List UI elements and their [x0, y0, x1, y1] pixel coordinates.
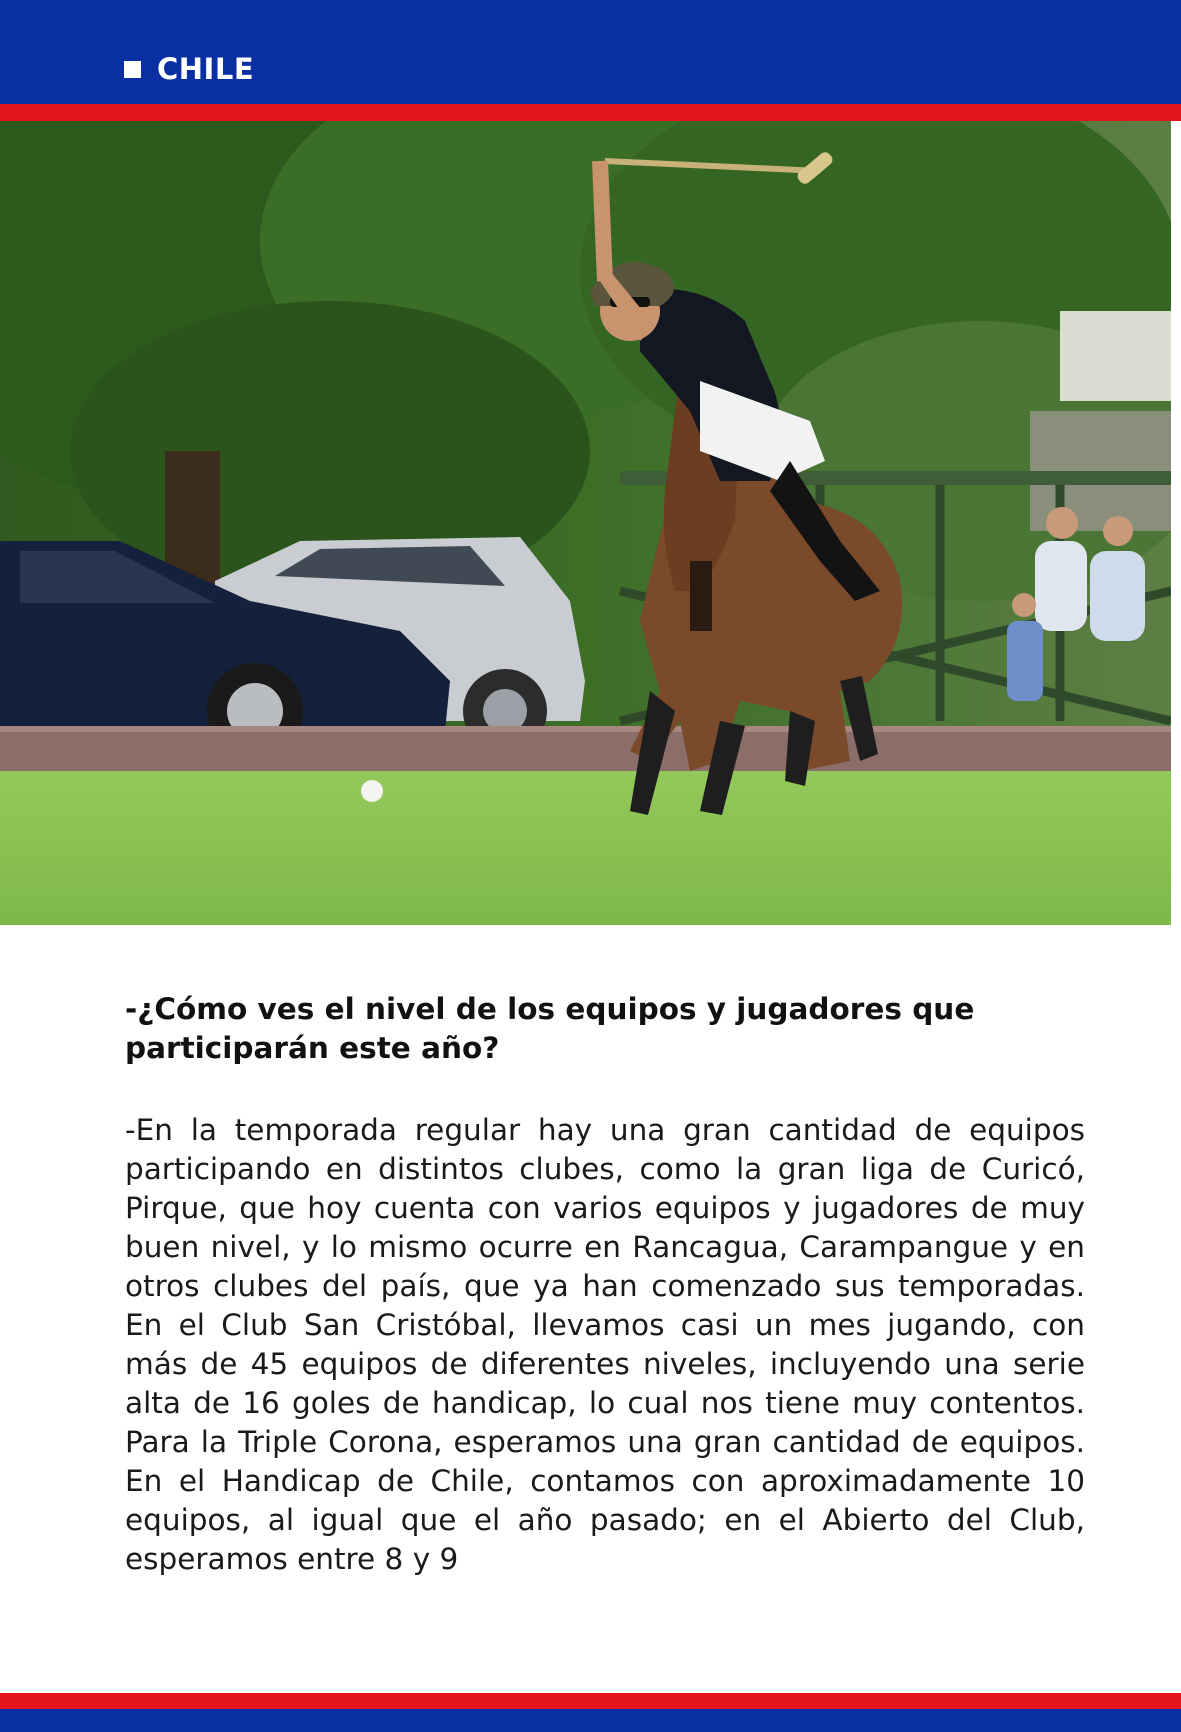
- square-icon: [124, 61, 141, 78]
- section-label: [124, 52, 254, 86]
- section-label-text: CHILE: [157, 52, 255, 86]
- footer-band: [0, 1709, 1181, 1732]
- interview-question: -¿Cómo ves el nivel de los equipos y jugadores que participarán este año?: [125, 992, 975, 1065]
- header-red-stripe: [0, 104, 1181, 121]
- interview-answer: -En la temporada regular hay una gran cantidad de equipos participando en distintos clubes, como la gran liga de Curicó, Pirque, que hoy cuenta con varios equipos y jugadores de muy buen nivel, y lo mismo ocurre en Rancagua, Carampangue y en otros clubes del país, que ya han comenzado sus temporadas. En el Club San Cristóbal, llevamos casi un mes jugando, con más de 45 equipos de diferentes niveles, incluyendo una serie alta de 16 goles de handicap, lo cual nos tiene muy contentos. Para la Triple Corona, esperamos una gran cantidad de equipos. En el Handicap de Chile, contamos con aproximadamente 10 equipos, al igual que el año pasado; en el Abierto del Club, esperamos entre 8 y 9: [125, 1113, 1085, 1576]
- polo-player-photo: [0, 121, 1171, 925]
- footer-red-stripe: [0, 1693, 1181, 1709]
